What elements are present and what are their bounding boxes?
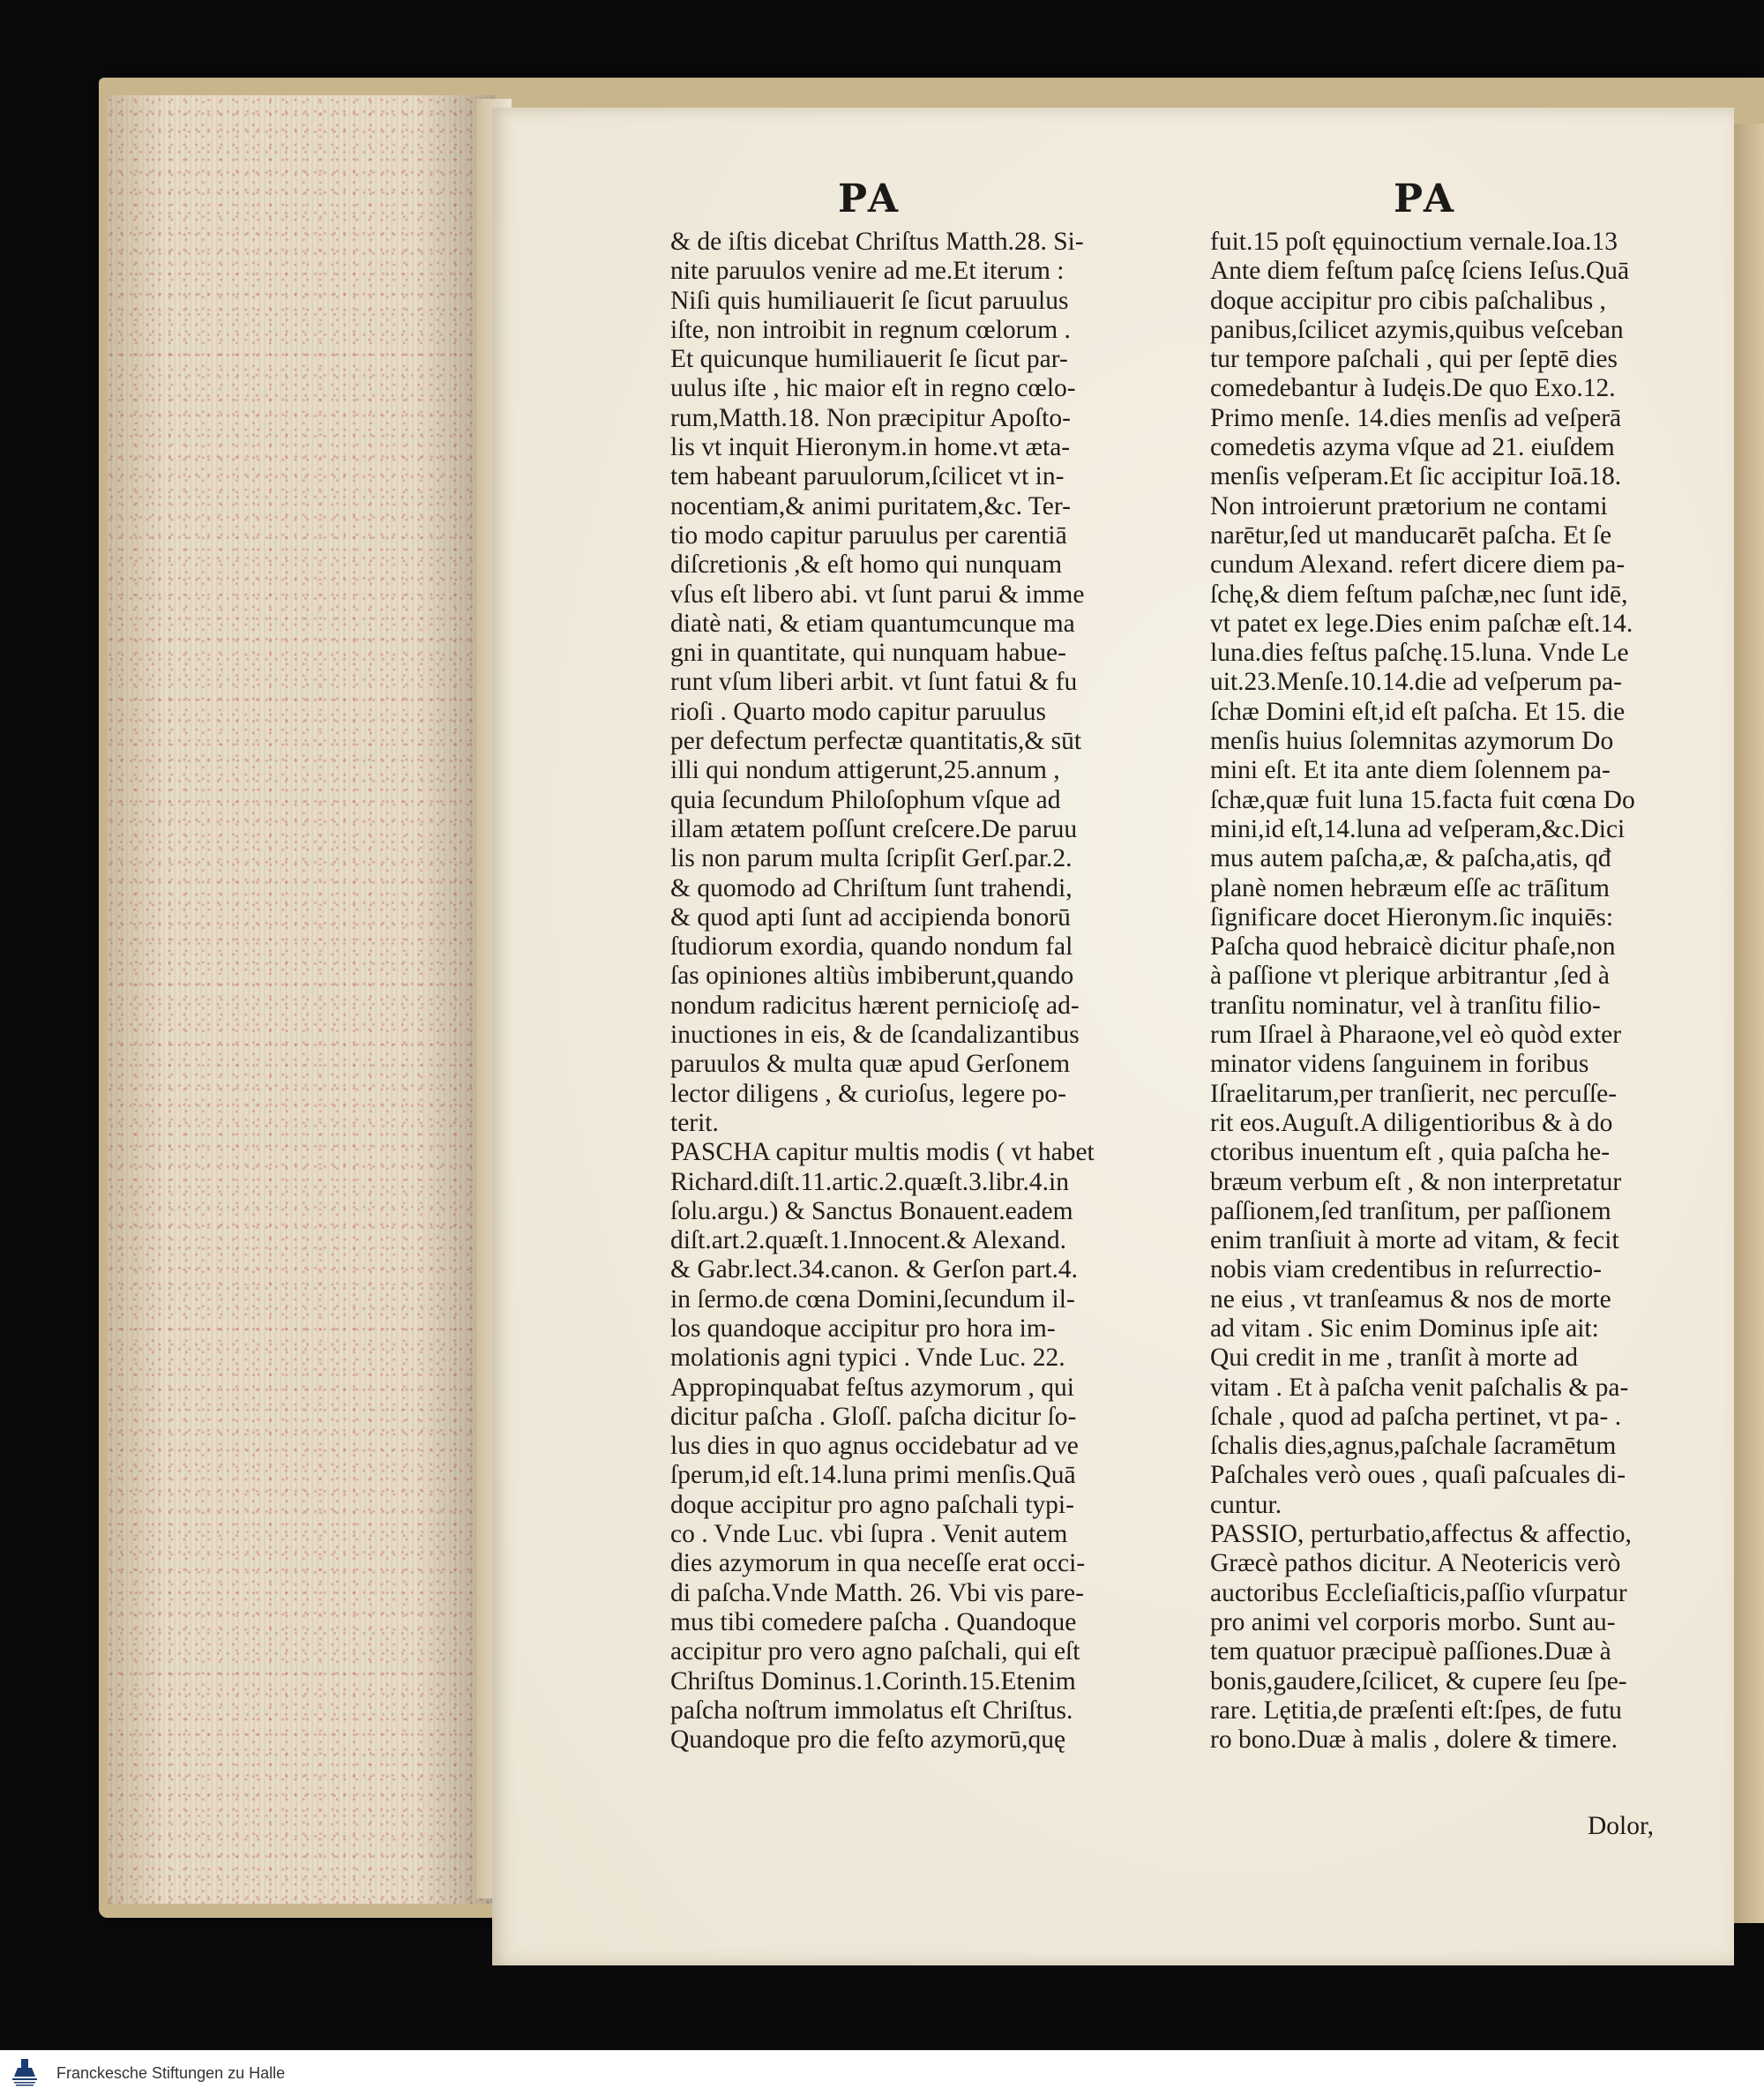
text-line: inuctiones in eis, & de ſcandalizantibus	[670, 1021, 1080, 1050]
text-line: bræum verbum eſt , & non interpretatur	[1210, 1167, 1622, 1196]
text-line: co . Vnde Luc. vbi ſupra . Venit autem	[670, 1520, 1068, 1549]
text-line: rum,Matth.18. Non præcipitur Apoſto-	[670, 403, 1071, 432]
text-line: uit.23.Menſe.10.14.die ad veſperum pa-	[1210, 668, 1622, 697]
text-line: ſperum,id eſt.14.luna primi menſis.Quā	[670, 1461, 1076, 1490]
text-line: auctoribus Eccleſiaſticis,paſſio vſurpatur	[1210, 1578, 1627, 1607]
text-line: lector diligens , & curioſus, legere po-	[670, 1079, 1066, 1108]
text-line: Primo menſe. 14.dies menſis ad veſperā	[1210, 403, 1622, 432]
text-line: ſchalis dies,agnus,paſchale ſacramētum	[1210, 1432, 1617, 1461]
text-line: ſchæ,quæ fuit luna 15.facta fuit cœna Do	[1210, 785, 1635, 814]
institution-name: Franckesche Stiftungen zu Halle	[56, 2063, 286, 2082]
text-line: paſſionem,ſed tranſitum, per paſſionem	[1210, 1196, 1611, 1225]
text-line: diſcretionis ,& eſt homo qui nunquam	[670, 550, 1063, 580]
footer-bar	[0, 2050, 1764, 2096]
text-line: tranſitu nominatur, vel à tranſitu filio-	[1210, 991, 1601, 1020]
text-line: Et quicunque humiliauerit ſe ſicut par-	[670, 345, 1068, 374]
text-line: PASSIO, perturbatio,affectus & affectio,	[1210, 1520, 1632, 1549]
text-line: tem quatuor præcipuè paſſiones.Duæ à	[1210, 1637, 1611, 1666]
text-line: Niſi quis humiliauerit ſe ſicut paruulus	[670, 286, 1069, 315]
text-line: mus autem paſcha,æ, & paſcha,atis, qđ	[1210, 844, 1611, 873]
text-line: mini,id eſt,14.luna ad veſperam,&c.Dici	[1210, 814, 1626, 843]
text-line: Chriſtus Dominus.1.Corinth.15.Etenim	[670, 1666, 1076, 1696]
text-line: Non introierunt prætorium ne contami	[1210, 491, 1608, 520]
text-line: Ante diem feſtum paſcę ſciens Ieſus.Quā	[1210, 257, 1630, 286]
text-line: luna.dies feſtus paſchę.15.luna. Vnde Le	[1210, 639, 1629, 668]
text-line: planè nomen hebræum eſſe ac trāſitum	[1210, 873, 1611, 902]
text-line: ad vitam . Sic enim Dominus ipſe ait:	[1210, 1314, 1599, 1343]
text-line: ſchæ Domini eſt,id eſt paſcha. Et 15. die	[1210, 697, 1626, 726]
text-line: narētur,ſed ut manducarēt paſcha. Et ſe	[1210, 520, 1612, 550]
text-line: & de iſtis dicebat Chriſtus Matth.28. Si-	[670, 228, 1084, 256]
text-line: dies azymorum in qua neceſſe erat occi-	[670, 1549, 1086, 1578]
text-line: vſus eſt libero abi. vt ſunt parui & imme	[670, 580, 1085, 609]
next-page-edge	[1734, 124, 1764, 1923]
right-text-column	[1210, 228, 1726, 1755]
text-line: lus dies in quo agnus occidebatur ad ve	[670, 1432, 1079, 1461]
text-line: molationis agni typici . Vnde Luc. 22.	[670, 1344, 1065, 1373]
text-line: fuit.15 poſt ęquinoctium vernale.Ioa.13	[1210, 228, 1618, 256]
text-line: terit.	[670, 1108, 719, 1137]
text-line: nobis viam credentibus in reſurrectio-	[1210, 1255, 1602, 1284]
text-line: comedetis azyma vſque ad 21. eiuſdem	[1210, 433, 1615, 462]
text-line: mus tibi comedere paſcha . Quandoque	[670, 1607, 1077, 1636]
text-line: rit eos.Auguſt.A diligentioribus & à do	[1210, 1108, 1613, 1137]
text-line: menſis veſperam.Et ſic accipitur Ioā.18.	[1210, 462, 1622, 491]
text-line: ctoribus inuentum eſt , quia paſcha he-	[1210, 1138, 1611, 1167]
text-line: Appropinquabat feſtus azymorum , qui	[670, 1373, 1074, 1402]
text-line: Græcè pathos dicitur. A Neotericis verò	[1210, 1549, 1621, 1578]
text-line: doque accipitur pro agno paſchali typi-	[670, 1490, 1074, 1519]
text-line: diſt.art.2.quæſt.1.Innocent.& Alexand.	[670, 1226, 1066, 1255]
text-line: enim tranſiuit à morte ad vitam, & fecit	[1210, 1226, 1619, 1255]
text-line: PASCHA capitur multis modis ( vt habet	[670, 1138, 1095, 1167]
text-line: nite paruulos venire ad me.Et iterum :	[670, 257, 1065, 286]
text-line: à paſſione vt plerique arbitrantur ,ſed à	[1210, 962, 1610, 991]
catchword: Dolor,	[1588, 1812, 1655, 1840]
text-line: minator videns ſanguinem in foribus	[1210, 1050, 1589, 1079]
text-line: & Gabr.lect.34.canon. & Gerſon part.4.	[670, 1255, 1079, 1284]
left-column-header: PA	[838, 176, 902, 221]
text-line: ſignificare docet Hieronym.ſic inquiēs:	[1210, 902, 1614, 932]
text-line: rum Iſrael à Pharaone,vel eò quòd exter	[1210, 1021, 1622, 1050]
text-line: runt vſum liberi arbit. vt ſunt fatui & fu	[670, 668, 1078, 697]
text-line: ſchale , quod ad paſcha pertinet, vt pa- .	[1210, 1402, 1622, 1431]
text-line: tem habeant paruulorum,ſcilicet vt in-	[670, 462, 1065, 491]
text-line: bonis,gaudere,ſcilicet, & cupere ſeu ſpe-	[1210, 1666, 1627, 1696]
text-line: tur tempore paſchali , qui per ſeptē dies	[1210, 345, 1618, 374]
text-line: lis vt inquit Hieronym.in home.vt æta-	[670, 433, 1071, 462]
text-line: rioſi . Quarto modo capitur paruulus	[670, 697, 1047, 726]
text-line: iſte, non introibit in regnum cœlorum .	[670, 315, 1071, 344]
text-line: paruulos & multa quæ apud Gerſonem	[670, 1050, 1071, 1079]
text-line: lis non parum multa ſcripſit Gerſ.par.2.	[670, 844, 1073, 873]
text-line: Paſcha quod hebraicè dicitur phaſe,non	[1210, 932, 1616, 962]
text-line: accipitur pro vero agno paſchali, qui eſt	[670, 1637, 1080, 1666]
text-line: tio modo capitur paruulus per carentiā	[670, 520, 1067, 550]
text-line: di paſcha.Vnde Matth. 26. Vbi vis pare-	[670, 1578, 1084, 1607]
text-line: ne eius , vt tranſeamus & nos de morte	[1210, 1284, 1611, 1314]
text-line: nocentiam,& animi puritatem,&c. Ter-	[670, 491, 1071, 520]
text-line: Iſraelitarum,per tranſierit, nec percuſſe-	[1210, 1079, 1618, 1108]
text-line: pro animi vel corporis morbo. Sunt au-	[1210, 1607, 1616, 1636]
text-line: ro bono.Duæ à malis , dolere & timere.	[1210, 1725, 1618, 1755]
text-line: nondum radicitus hærent pernicioſę ad-	[670, 991, 1080, 1020]
text-line: menſis huius ſolemnitas azymorum Do	[1210, 727, 1614, 756]
text-line: & quod apti ſunt ad accipienda bonorū	[670, 902, 1071, 932]
text-line: gni in quantitate, qui nunquam habue-	[670, 639, 1066, 668]
text-line: vitam . Et à paſcha venit paſchalis & pa-	[1210, 1373, 1629, 1402]
text-line: Quandoque pro die feſto azymorū,quę	[670, 1725, 1066, 1755]
left-text-column	[670, 228, 1200, 1755]
text-line: illi qui nondum attigerunt,25.annum ,	[670, 756, 1060, 785]
text-line: cuntur.	[1210, 1490, 1282, 1519]
text-line: illam ætatem poſſunt creſcere.De paruu	[670, 814, 1078, 843]
right-column-header: PA	[1394, 176, 1458, 221]
text-line: vt patet ex lege.Dies enim paſchæ eſt.14.	[1210, 609, 1633, 638]
text-line: diatè nati, & etiam quantumcunque ma	[670, 609, 1075, 638]
text-line: comedebantur à Iudęis.De quo Exo.12.	[1210, 374, 1616, 403]
text-line: uulus iſte , hic maior eſt in regno cœlo-	[670, 374, 1076, 403]
text-line: ſchę,& diem feſtum paſchæ,nec ſunt idē,	[1210, 580, 1628, 609]
text-line: quia ſecundum Philoſophum vſque ad	[670, 785, 1061, 814]
text-line: panibus,ſcilicet azymis,quibus veſceban	[1210, 315, 1624, 344]
text-line: per defectum perfectæ quantitatis,& sūt	[670, 727, 1082, 756]
text-line: Richard.diſt.11.artic.2.quæſt.3.libr.4.in	[670, 1167, 1070, 1196]
page-edges	[108, 95, 496, 1904]
text-line: & quomodo ad Chriſtum ſunt trahendi,	[670, 873, 1073, 902]
text-line: doque accipitur pro cibis paſchalibus ,	[1210, 286, 1606, 315]
text-line: mini eſt. Et ita ante diem ſolennem pa-	[1210, 756, 1611, 785]
text-line: los quandoque accipitur pro hora im-	[670, 1314, 1056, 1343]
institution-logo-icon	[5, 2054, 44, 2092]
text-line: cundum Alexand. refert dicere diem pa-	[1210, 550, 1626, 580]
text-line: ſtudiorum exordia, quando nondum fal	[670, 932, 1073, 962]
text-line: dicitur paſcha . Gloſſ. paſcha dicitur ſo-	[670, 1402, 1077, 1431]
text-line: paſcha noſtrum immolatus eſt Chriſtus.	[670, 1696, 1073, 1725]
text-line: Qui credit in me , tranſit à morte ad	[1210, 1344, 1578, 1373]
text-line: Paſchales verò oues , quaſi paſcuales di-	[1210, 1461, 1626, 1490]
text-line: in ſermo.de cœna Domini,ſecundum il-	[670, 1284, 1075, 1314]
text-line: rare. Lętitia,de præſenti eſt:ſpes, de futu	[1210, 1696, 1622, 1725]
text-line: ſas opiniones altiùs imbiberunt,quando	[670, 962, 1074, 991]
text-line: ſolu.argu.) & Sanctus Bonauent.eadem	[670, 1196, 1073, 1225]
